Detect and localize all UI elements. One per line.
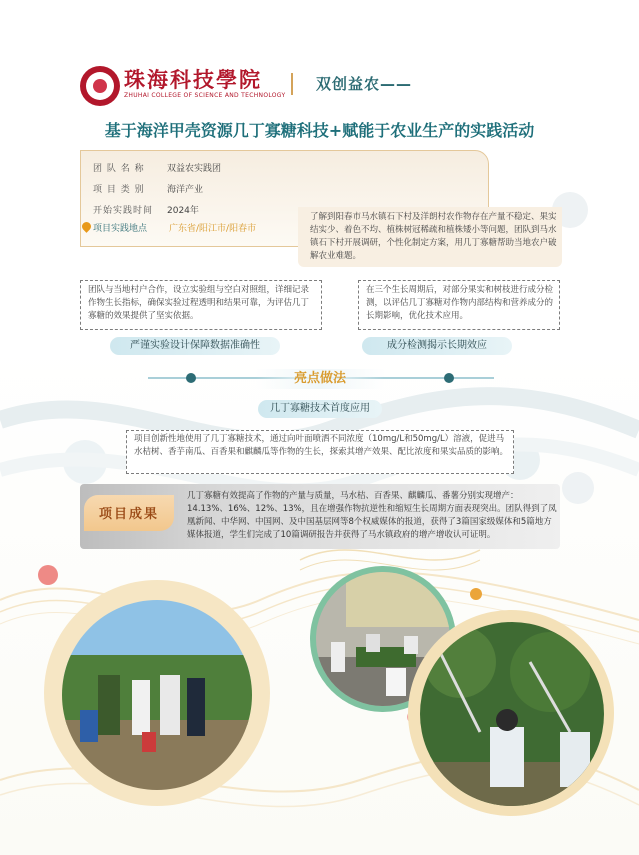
person: [331, 642, 345, 672]
location-value: 广东省/阳江市/阳春市: [169, 224, 257, 234]
results-label: 项目成果: [98, 507, 159, 522]
lotus-icon: [93, 79, 107, 93]
photo-field-team: [62, 600, 252, 790]
info-row-category: [93, 182, 203, 195]
info-row-location: [93, 221, 256, 234]
method-text-left: 团队与当地村户合作，设立实验组与空白对照组，详细记录作物生长指标，确保实验过程透明和结果可靠，为评估几丁寡糖的效果提供了坚实依据。: [88, 285, 310, 321]
page-title: 基于海洋甲壳资源几丁寡糖科技+赋能于农业生产的实践活动: [104, 121, 535, 140]
info-value: 2024年: [167, 206, 199, 216]
header-divider: [291, 73, 293, 95]
info-value: 双益农实践团: [167, 164, 222, 174]
info-row-team: [93, 161, 221, 174]
logo-inner: [86, 72, 114, 100]
bucket: [142, 732, 156, 752]
school-name-en: ZHUHAI COLLEGE OF SCIENCE AND TECHNOLOGY: [124, 92, 286, 99]
track-dot: [186, 373, 196, 383]
person: [160, 675, 180, 735]
highlights-pill: 几丁寡糖技术首度应用: [258, 400, 382, 418]
person: [98, 675, 120, 735]
student-hat: [496, 709, 518, 731]
deco-dot: [38, 565, 58, 585]
info-label: 项 目 类 别: [93, 185, 145, 195]
location-label: 项目实践地点: [93, 224, 148, 234]
field-photo-illustration: [62, 600, 252, 790]
slogan: 双创益农——: [316, 75, 413, 93]
photo-spraying: [420, 622, 604, 806]
method-text-right: 在三个生长周期后，对部分果实和树枝进行成分检测，以评估几丁寡糖对作物内部结构和营养成分的长期影响，优化技术应用。: [366, 285, 554, 321]
intro-text: 了解到阳春市马水镇石下村及洋朗村农作物存在产量不稳定、果实结实少、着色不均、植株树冠稀疏和植株矮小等问题，团队到马水镇石下村开展调研，个性化制定方案，用几丁寡糖帮助当地农户破解农业难题。: [310, 212, 557, 261]
school-logo: [80, 66, 120, 106]
person: [366, 634, 380, 652]
track-dot: [444, 373, 454, 383]
person: [404, 636, 418, 654]
student: [490, 727, 524, 787]
barrel: [80, 710, 98, 742]
highlights-text: 项目创新性地使用了几丁寡糖技术，通过向叶面喷洒不同浓度（10mg/L和50mg/L）溶液，促进马水桔树、香芋南瓜、百香果和麒麟瓜等作物的生长，探索其增产效果、配比浓度和果实品质的影响。: [134, 434, 509, 457]
deco-wave-gold: [300, 550, 480, 560]
info-label: 团 队 名 称: [93, 164, 145, 174]
person: [132, 680, 150, 735]
method-pill-right: 成分检测揭示长期效应: [362, 337, 512, 355]
person: [187, 678, 205, 736]
results-text: 几丁寡糖有效提高了作物的产量与质量，马水桔、百香果、麒麟瓜、番薯分别实现增产：14.13%、16%、12%、13%，且在增强作物抗逆性和缩短生长周期方面表现突出。团队得到了凤凰新闻、中华网、中国网、及中国基层网等8个权威媒体的报道，获得了3篇国家级媒体和5篇地方媒体报道，学生们完成了10篇调研报告并获得了马水镇政府的增产增收认可证明。: [187, 491, 557, 540]
highlights-heading: 亮点做法: [256, 369, 384, 389]
method-pill-left: 严谨实验设计保障数据准确性: [110, 337, 280, 355]
deco-dot: [470, 588, 482, 600]
info-label: 开始实践时间: [93, 206, 154, 216]
info-value: 海洋产业: [167, 185, 204, 195]
deco-circle: [562, 472, 594, 504]
school-name-cn: 珠海科技學院: [124, 67, 262, 92]
spraying-photo-illustration: [420, 622, 604, 806]
person: [386, 668, 406, 696]
info-row-time: [93, 203, 199, 216]
